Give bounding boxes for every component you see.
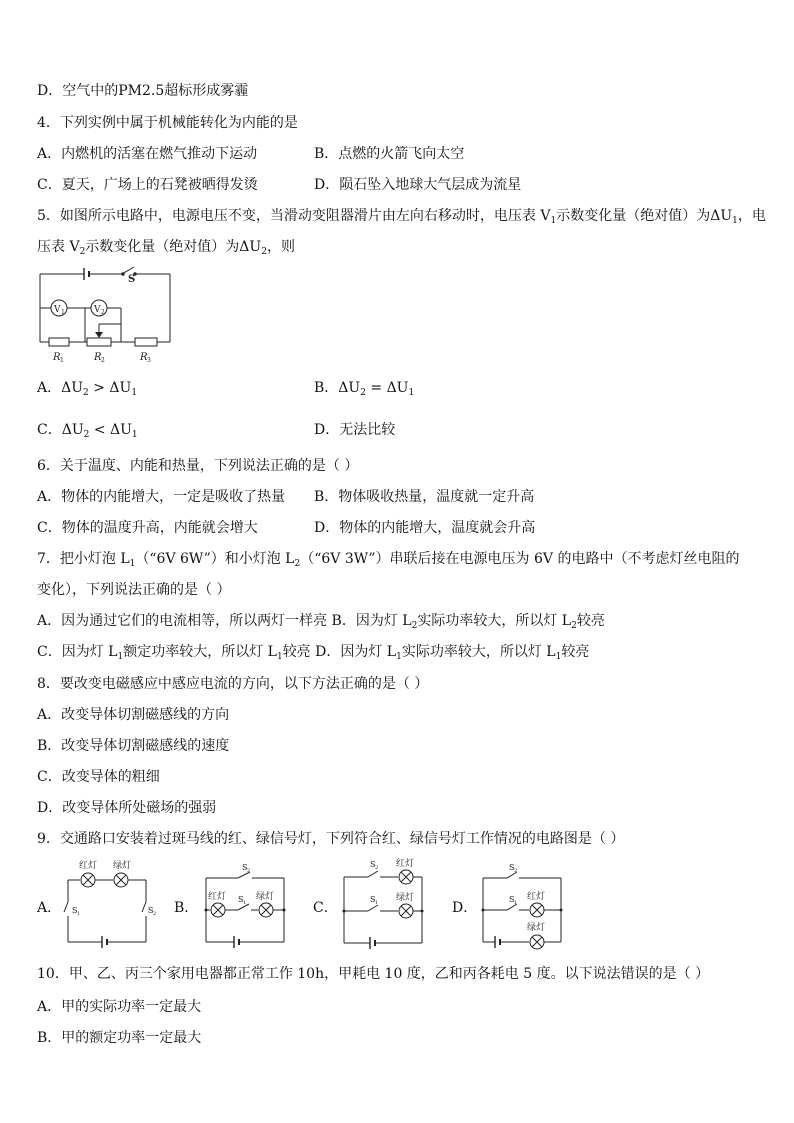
q6-stem: 6．关于温度、内能和热量，下列说法正确的是（ ） — [37, 458, 359, 474]
q4-option-d: D．陨石坠入地球大气层成为流星 — [314, 177, 522, 193]
svg-text:S: S — [238, 895, 244, 904]
fig5-label-s: S — [128, 274, 136, 285]
q5-stem-line1: 5．如图所示电路中，电源电压不变，当滑动变阻器滑片由左向右移动时，电压表 $V_1$示数变化量（绝对值）为$\Delta U_1$，电 — [37, 208, 766, 226]
q4-stem: 4．下列实例中属于机械能转化为内能的是 — [37, 115, 298, 131]
fig5-label-v1: V — [54, 305, 61, 315]
svg-text:3: 3 — [147, 357, 151, 364]
q10-option-a: A．甲的实际功率一定最大 — [37, 999, 202, 1015]
svg-text:绿灯: 绿灯 — [256, 892, 275, 902]
q4-option-c: C．夏天，广场上的石凳被晒得发烫 — [37, 177, 258, 193]
q7-stem-line2: 变化），下列说法正确的是（ ） — [37, 582, 231, 598]
q5-option-b: B．$\Delta U_2 = \Delta U_1$ — [314, 380, 415, 398]
svg-text:S: S — [370, 860, 376, 869]
svg-text:红灯: 红灯 — [208, 892, 227, 902]
q7-options-ab: A．因为通过它们的电流相等，所以两灯一样亮 B．因为灯 $L_2$实际功率较大，所以灯 $L_2$较亮 — [37, 613, 605, 631]
q4-option-b: B．点燃的火箭飞向太空 — [314, 146, 465, 162]
svg-text:1: 1 — [60, 357, 64, 364]
fig5-label-v2: V — [94, 305, 101, 315]
svg-text:2: 2 — [101, 357, 105, 364]
q9-circuit-b — [198, 858, 298, 952]
svg-text:1: 1 — [77, 911, 81, 917]
fig5-label-r2: R — [94, 352, 102, 363]
q9-label-d: D． — [452, 900, 478, 916]
q4-option-a: A．内燃机的活塞在燃气推动下运动 — [37, 146, 258, 162]
q5-option-d: D．无法比较 — [314, 422, 396, 438]
q6-option-c: C．物体的温度升高，内能就会增大 — [37, 520, 258, 536]
svg-text:S: S — [509, 863, 515, 872]
q7-options-cd: C．因为灯 $L_1$额定功率较大，所以灯 $L_1$较亮 D．因为灯 $L_1$实际功率较大，所以灯 $L_1$较亮 — [37, 644, 590, 662]
svg-text:2: 2 — [247, 868, 251, 874]
svg-text:红灯: 红灯 — [396, 859, 415, 869]
svg-text:绿灯: 绿灯 — [113, 861, 132, 871]
svg-text:2: 2 — [153, 911, 157, 917]
svg-text:S: S — [509, 895, 515, 904]
q3-option-d: D．空气中的PM2.5超标形成雾霾 — [37, 83, 249, 99]
q9-label-a: A． — [37, 900, 62, 916]
svg-text:绿灯: 绿灯 — [396, 893, 415, 903]
q9-label-b: B． — [174, 900, 199, 916]
q5-circuit-diagram — [37, 262, 177, 371]
q10-option-b: B．甲的额定功率一定最大 — [37, 1030, 202, 1046]
svg-text:2: 2 — [514, 868, 518, 874]
q8-option-d: D．改变导体所处磁场的强弱 — [37, 800, 217, 816]
q9-label-c: C． — [313, 900, 338, 916]
svg-text:S: S — [370, 895, 376, 904]
q9-stem: 9．交通路口安装着过斑马线的红、绿信号灯，下列符合红、绿信号灯工作情况的电路图是（ ） — [37, 831, 625, 847]
q9-circuit-c — [336, 855, 436, 954]
q8-option-b: B．改变导体切割磁感线的速度 — [37, 738, 230, 754]
svg-text:1: 1 — [375, 900, 379, 906]
q5-option-a: A．$\Delta U_2 > \Delta U_1$ — [37, 380, 138, 398]
q6-option-d: D．物体的内能增大，温度就会升高 — [314, 520, 536, 536]
svg-text:1: 1 — [243, 900, 247, 906]
svg-text:S: S — [148, 906, 154, 915]
svg-text:S: S — [242, 863, 248, 872]
svg-text:红灯: 红灯 — [527, 892, 546, 902]
fig5-label-r3: R — [140, 352, 148, 363]
svg-text:2: 2 — [375, 865, 379, 871]
q6-option-b: B．物体吸收热量，温度就一定升高 — [314, 489, 535, 505]
q8-stem: 8．要改变电磁感应中感应电流的方向，以下方法正确的是（ ） — [37, 676, 429, 692]
svg-text:红灯: 红灯 — [79, 861, 98, 871]
q9-circuit-d — [475, 858, 575, 954]
svg-text:绿灯: 绿灯 — [527, 923, 546, 933]
q9-circuit-a — [60, 858, 160, 952]
svg-text:1: 1 — [514, 900, 518, 906]
q8-option-c: C．改变导体的粗细 — [37, 769, 160, 785]
q5-stem-line2: 压表 $V_2$示数变化量（绝对值）为$\Delta U_2$，则 — [37, 239, 295, 257]
q5-option-c: C．$\Delta U_2 < \Delta U_1$ — [37, 422, 138, 440]
fig5-label-r1: R — [53, 352, 61, 363]
svg-text:2: 2 — [101, 309, 105, 316]
svg-text:S: S — [72, 906, 78, 915]
q7-stem-line1: 7．把小灯泡 $L_1(“6V$ 6W”）和小灯泡 $L_2(“6V$ 3W”）串联后接在电源电压为 6V 的电路中（不考虑灯丝电阻的 — [37, 551, 740, 569]
svg-text:1: 1 — [61, 309, 65, 316]
q6-option-a: A．物体的内能增大，一定是吸收了热量 — [37, 489, 286, 505]
q10-stem: 10．甲、乙、丙三个家用电器都正常工作 10h，甲耗电 10 度，乙和丙各耗电 5 度。以下说法错误的是（ ） — [37, 966, 710, 982]
q8-option-a: A．改变导体切割磁感线的方向 — [37, 707, 230, 723]
